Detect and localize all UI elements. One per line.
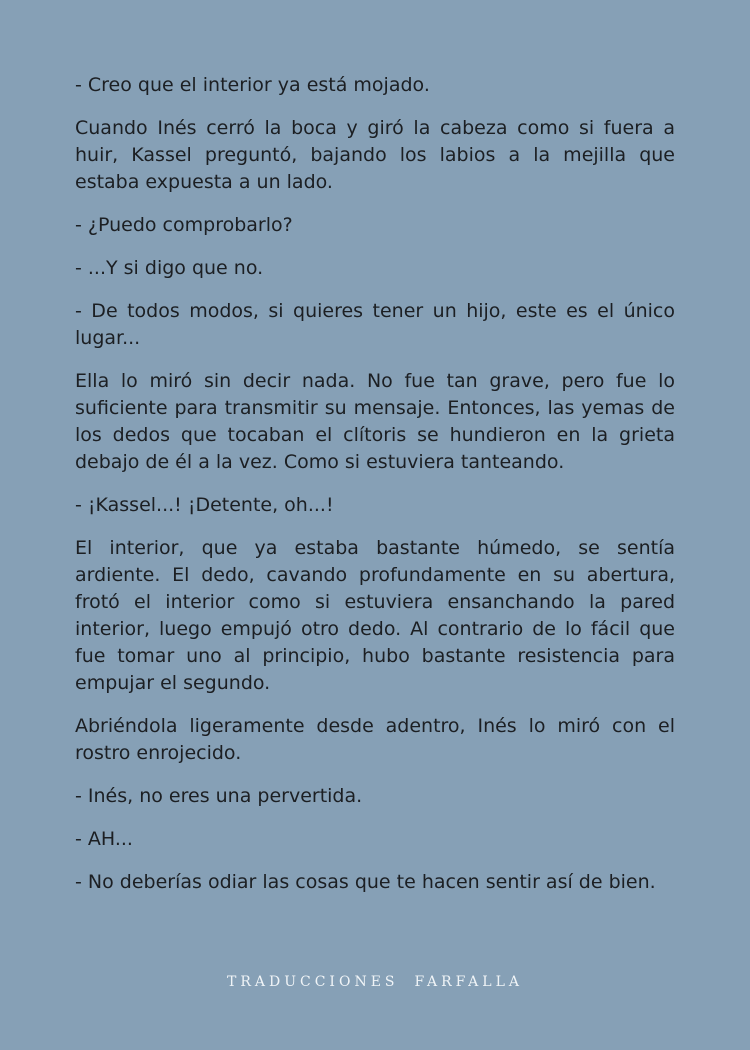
paragraph: Ella lo miró sin decir nada. No fue tan grave, pero fue lo suficiente para transmitir su mensaje. Entonces, las yemas de los dedos que tocaban el clítoris se hundieron en la grieta debajo de él a la vez. Como si estuviera tanteando. bbox=[75, 370, 675, 473]
footer-word-1: TRADUCCIONES bbox=[227, 974, 399, 990]
footer-credit bbox=[0, 974, 750, 990]
paragraph: Abriéndola ligeramente desde adentro, Inés lo miró con el rostro enrojecido. bbox=[75, 715, 675, 764]
paragraph: - No deberías odiar las cosas que te hacen sentir así de bien. bbox=[75, 871, 656, 893]
document-body bbox=[75, 72, 675, 912]
paragraph: - De todos modos, si quieres tener un hijo, este es el único lugar... bbox=[75, 300, 675, 349]
paragraph: - ¿Puedo comprobarlo? bbox=[75, 214, 293, 236]
paragraph: - AH... bbox=[75, 828, 133, 850]
paragraph: El interior, que ya estaba bastante húmedo, se sentía ardiente. El dedo, cavando profundamente en su abertura, frotó el interior como si estuviera ensanchando la pared interior, luego empujó otro dedo. Al contrario de lo fácil que fue tomar uno al principio, hubo bastante resistencia para empujar el segundo. bbox=[75, 537, 675, 694]
paragraph: - Creo que el interior ya está mojado. bbox=[75, 74, 430, 96]
paragraph: Cuando Inés cerró la boca y giró la cabeza como si fuera a huir, Kassel preguntó, bajando los labios a la mejilla que estaba expuesta a un lado. bbox=[75, 117, 675, 193]
paragraph: - Inés, no eres una pervertida. bbox=[75, 785, 363, 807]
paragraph: - ¡Kassel...! ¡Detente, oh...! bbox=[75, 494, 334, 516]
paragraph: - ...Y si digo que no. bbox=[75, 257, 264, 279]
footer-word-2: FARFALLA bbox=[414, 974, 523, 990]
